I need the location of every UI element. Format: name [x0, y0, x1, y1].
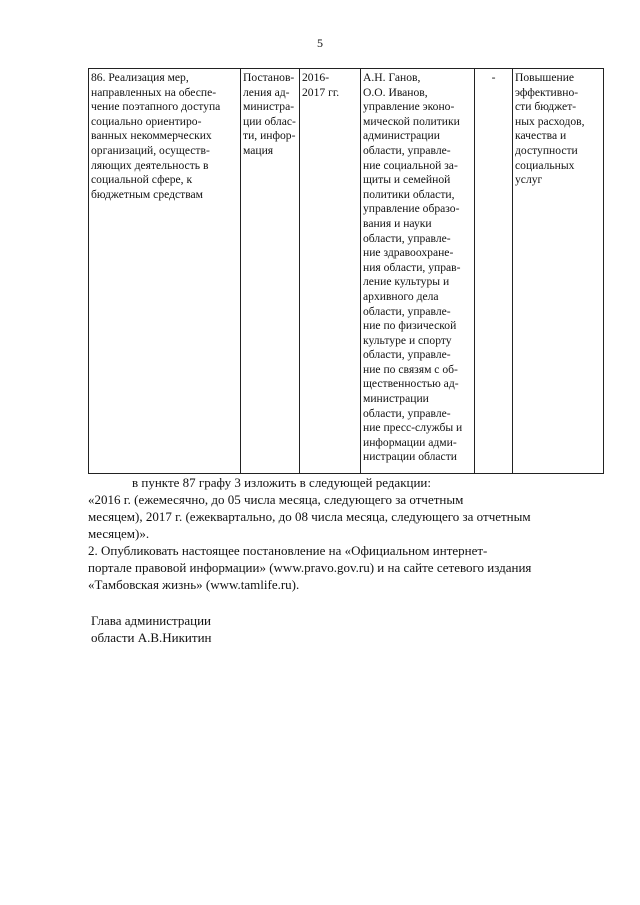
document-type-cell: Постанов- ления ад- министра- ции облас- ти, инфор- мация [241, 69, 300, 474]
period-cell: 2016- 2017 гг. [300, 69, 361, 474]
paragraph-item-87-text: «2016 г. (ежемесячно, до 05 числа месяца, следующего за отчетным месяцем), 2017 г. (ежеквартально, до 08 числа месяца, следующего за отчетным месяцем)». [88, 492, 531, 541]
paragraph-item-87-intro: в пункте 87 графу 3 изложить в следующей редакции: [132, 475, 431, 490]
table-row [89, 69, 604, 474]
measure-cell: 86. Реализация мер, направленных на обеспе- чение поэтапного доступа социально ориентиро- ванных некоммерческих организаций, осуществ- ляющих деятельность в социальной сфере, к бюджетным средствам [89, 69, 241, 474]
result-cell: Повышение эффективно- сти бюджет- ных расходов, качества и доступности социальных услуг [513, 69, 604, 474]
signature-block: Глава администрации области А.В.Никитин [91, 613, 212, 645]
funding-cell: - [475, 69, 513, 474]
paragraph-publish: 2. Опубликовать настоящее постановление на «Официальном интернет- портале правовой информации» (www.pravo.gov.ru) и на сайте сетевого издания «Тамбовская жизнь» (www.tamlife.ru). [88, 543, 532, 592]
page-number: 5 [317, 36, 323, 50]
responsible-cell: А.Н. Ганов, О.О. Иванов, управление эконо- мической политики администрации области, управле- ние социальной за- щиты и семейной политики области, управление образо- вания и науки области, управле- ние здравоохране- ния области, управ- ление культуры и архивного дела области, управле- ние по физической культуре и спорту области, управле- ние по связям с об- щественностью ад- министрации области, управле- ние пресс-службы и информации адми- нистрации области [361, 69, 475, 474]
measures-table [88, 68, 604, 474]
